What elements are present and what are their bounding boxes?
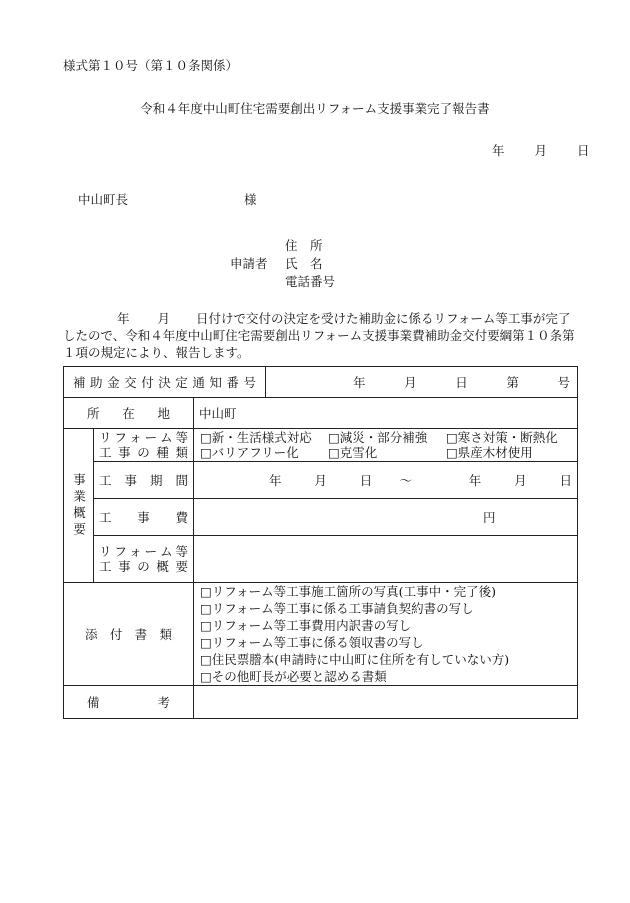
- period-tilde: 〜: [399, 473, 413, 488]
- attachments-row: [64, 583, 578, 686]
- period-day-2: 日: [559, 473, 572, 488]
- body-text: 日付けで交付の決定を受けた補助金に係るリフォーム等工事が完了したので、令和４年度中山町住宅需要創出リフォーム支援事業費補助金交付要綱第１０条第１項の規定により、報告します。: [63, 311, 575, 360]
- attachment-photos[interactable]: □リフォーム等工事施工箇所の写真(工事中・完了後): [200, 584, 496, 599]
- attachment-receipt[interactable]: □リフォーム等工事に係る領収書の写し: [200, 635, 424, 650]
- notice-dai: 第: [506, 375, 519, 390]
- applicant-phone-label: 電話番号: [285, 274, 336, 289]
- period-day-1: 日: [359, 473, 373, 488]
- attachments-list: [194, 583, 578, 686]
- work-type-label: リフォーム等 工事の種類: [94, 429, 194, 462]
- attachment-contract[interactable]: □リフォーム等工事に係る工事請負契約書の写し: [200, 601, 474, 616]
- overview-label: リフォーム等 工事の概要: [94, 536, 194, 583]
- remarks-label: 備考: [64, 686, 194, 719]
- location-row: [64, 398, 578, 429]
- overview-row: [64, 536, 578, 583]
- applicant-block: [230, 237, 340, 291]
- outline-label: 事業概要: [64, 429, 94, 583]
- remarks-field[interactable]: [194, 686, 578, 719]
- body-month: 月: [157, 311, 171, 326]
- report-body: [63, 310, 581, 361]
- period-label: 工事期間: [94, 462, 194, 499]
- location-label: 所在地: [64, 398, 194, 429]
- notice-number-field[interactable]: [266, 367, 578, 398]
- period-year-1: 年: [269, 473, 282, 488]
- addressee: [78, 190, 257, 208]
- work-type-row: [64, 429, 578, 462]
- attachment-cost-breakdown[interactable]: □リフォーム等工事費用内訳書の写し: [200, 618, 412, 633]
- location-field[interactable]: 中山町: [194, 398, 578, 429]
- applicant-name-label: 氏 名: [285, 256, 323, 271]
- date-year: 年: [492, 143, 505, 158]
- period-year-2: 年: [468, 473, 482, 488]
- cost-label: 工事費: [94, 499, 194, 536]
- date-month: 月: [534, 143, 548, 158]
- work-type-options: [194, 429, 578, 462]
- option-disaster-reduction[interactable]: □減災・部分補強: [328, 430, 428, 445]
- period-row: [64, 462, 578, 499]
- applicant-label: 申請者: [230, 256, 268, 271]
- report-date: [492, 141, 590, 159]
- addressee-name: 中山町長: [78, 192, 129, 207]
- period-field[interactable]: [194, 462, 578, 499]
- cost-row: [64, 499, 578, 536]
- applicant-address-label: 住 所: [285, 238, 323, 253]
- option-local-timber[interactable]: □県産木材使用: [446, 445, 533, 460]
- notice-go: 号: [557, 375, 570, 390]
- remarks-row: [64, 686, 578, 719]
- option-insulation[interactable]: □寒さ対策・断熱化: [446, 430, 558, 445]
- option-barrier-free[interactable]: □バリアフリー化: [200, 445, 299, 460]
- period-month-1: 月: [314, 473, 327, 488]
- option-snow[interactable]: □克雪化: [328, 445, 378, 460]
- period-month-2: 月: [514, 473, 527, 488]
- body-year: 年: [117, 311, 130, 326]
- form-number: 様式第１０号（第１０条関係）: [63, 58, 239, 73]
- attachments-label: 添付書類: [64, 583, 194, 686]
- addressee-honorific: 様: [244, 192, 257, 207]
- date-day: 日: [577, 143, 590, 158]
- notice-day: 日: [455, 375, 468, 390]
- attachment-other[interactable]: □その他町長が必要と認める書類: [200, 669, 387, 684]
- notice-number-label: 補助金交付決定通知番号: [64, 367, 266, 398]
- cost-field[interactable]: [194, 499, 578, 536]
- notice-month: 月: [404, 375, 417, 390]
- cost-unit: 円: [483, 510, 496, 525]
- document-title: 令和４年度中山町住宅需要創出リフォーム支援事業完了報告書: [140, 101, 490, 116]
- notice-year: 年: [353, 375, 366, 390]
- option-new-lifestyle[interactable]: □新・生活様式対応: [200, 430, 312, 445]
- report-table: [63, 366, 578, 719]
- notice-number-row: [64, 367, 578, 398]
- attachment-resident-record[interactable]: □住民票謄本(申請時に中山町に住所を有していない方): [200, 652, 510, 667]
- overview-field[interactable]: [194, 536, 578, 583]
